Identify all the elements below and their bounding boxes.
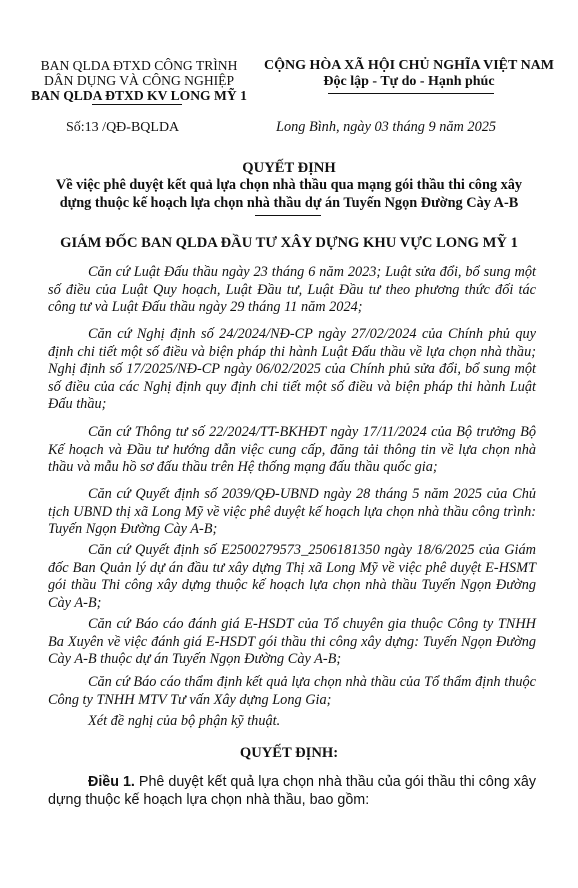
preamble-paragraph: Căn cứ Luật Đấu thầu ngày 23 tháng 6 năm 2023; Luật sửa đổi, bổ sung một số điều của Luật Quy hoạch, Luật Đầu tư, Luật Đầu tư theo phương thức đối tác công tư và Luật Đấu thầu ngày 29 tháng 11 năm 2024; xyxy=(48,264,536,315)
agency-line-1: BAN QLDA ĐTXD CÔNG TRÌNH xyxy=(40,58,238,73)
article-1-text: Phê duyệt kết quả lựa chọn nhà thầu của gói thầu thi công xây dựng thuộc kế hoạch lựa chọn nhà thầu, bao gồm: xyxy=(48,774,536,808)
preamble-paragraph: Căn cứ Quyết định số E2500279573_2506181350 ngày 18/6/2025 của Giám đốc Ban Quản lý dự án đầu tư xây dựng Thị xã Long Mỹ về việc phê duyệt E-HSMT gói thầu Thi công xây dựng thuộc kế hoạch lựa chọn nhà thầu Tuyến Ngọn Đường Cày A-B; xyxy=(48,542,536,611)
nation-title: CỘNG HÒA XÃ HỘI CHỦ NGHĨA VIỆT NAM xyxy=(263,58,554,73)
subject-underline xyxy=(255,215,321,216)
issuing-authority: GIÁM ĐỐC BAN QLDA ĐẦU TƯ XÂY DỰNG KHU VỰC LONG MỸ 1 xyxy=(60,235,518,251)
document-number: Số:13 /QĐ-BQLDA xyxy=(66,120,180,135)
subject-line-1: Về việc phê duyệt kết quả lựa chọn nhà thầu qua mạng gói thầu thi công xây xyxy=(55,177,523,193)
nation-motto: Độc lập - Tự do - Hạnh phúc xyxy=(323,74,495,89)
motto-underline xyxy=(328,93,494,94)
preamble-paragraph: Xét đề nghị của bộ phận kỹ thuật. xyxy=(88,713,281,729)
preamble-paragraph: Căn cứ Báo cáo thẩm định kết quả lựa chọn nhà thầu của Tổ thẩm định thuộc Công ty TNHH MTV Tư vấn Xây dựng Long Gia; xyxy=(48,674,536,708)
article-1-label: Điều 1. xyxy=(88,774,135,790)
agency-underline xyxy=(92,104,182,105)
subject-line-2: dựng thuộc kế hoạch lựa chọn nhà thầu dự án Tuyến Ngọn Đường Cày A-B xyxy=(59,195,519,211)
agency-line-3: BAN QLDA ĐTXD KV LONG MỸ 1 xyxy=(31,88,247,103)
decision-heading: QUYẾT ĐỊNH: xyxy=(239,745,339,761)
preamble-paragraph: Căn cứ Quyết định số 2039/QĐ-UBND ngày 28 tháng 5 năm 2025 của Chủ tịch UBND thị xã Long Mỹ về việc phê duyệt kế hoạch lựa chọn nhà thầu công trình: Tuyến Ngọn Đường Cày A-B; xyxy=(48,486,536,537)
agency-line-2: DÂN DỤNG VÀ CÔNG NGHIỆP xyxy=(43,73,235,88)
preamble-paragraph: Căn cứ Thông tư số 22/2024/TT-BKHĐT ngày 17/11/2024 của Bộ trưởng Bộ Kế hoạch và Đầu tư hướng dẫn việc cung cấp, đăng tải thông tin về lựa chọn nhà thầu và mẫu hồ sơ đấu thầu trên Hệ thống mạng đấu thầu quốc gia; xyxy=(48,424,536,475)
article-1 xyxy=(48,773,536,809)
preamble-paragraph: Căn cứ Nghị định số 24/2024/NĐ-CP ngày 27/02/2024 của Chính phủ quy định chi tiết một số điều và biện pháp thi hành Luật Đấu thầu về lựa chọn nhà thầu; Nghị định số 17/2025/NĐ-CP ngày 06/02/2025 của Chính phủ sửa đổi, bổ sung một số điều của các Nghị định quy định chi tiết một số điều và biện pháp thi hành Luật Đấu thầu; xyxy=(48,326,536,412)
preamble-paragraph: Căn cứ Báo cáo đánh giá E-HSDT của Tổ chuyên gia thuộc Công ty TNHH Ba Xuyên về việc đánh giá E-HSDT gói thầu thi công xây dựng: Tuyến Ngọn Đường Cày A-B thuộc dự án Tuyến Ngọn Đường Cày A-B; xyxy=(48,616,536,667)
place-date: Long Bình, ngày 03 tháng 9 năm 2025 xyxy=(276,119,497,135)
document-heading: QUYẾT ĐỊNH xyxy=(242,160,336,176)
